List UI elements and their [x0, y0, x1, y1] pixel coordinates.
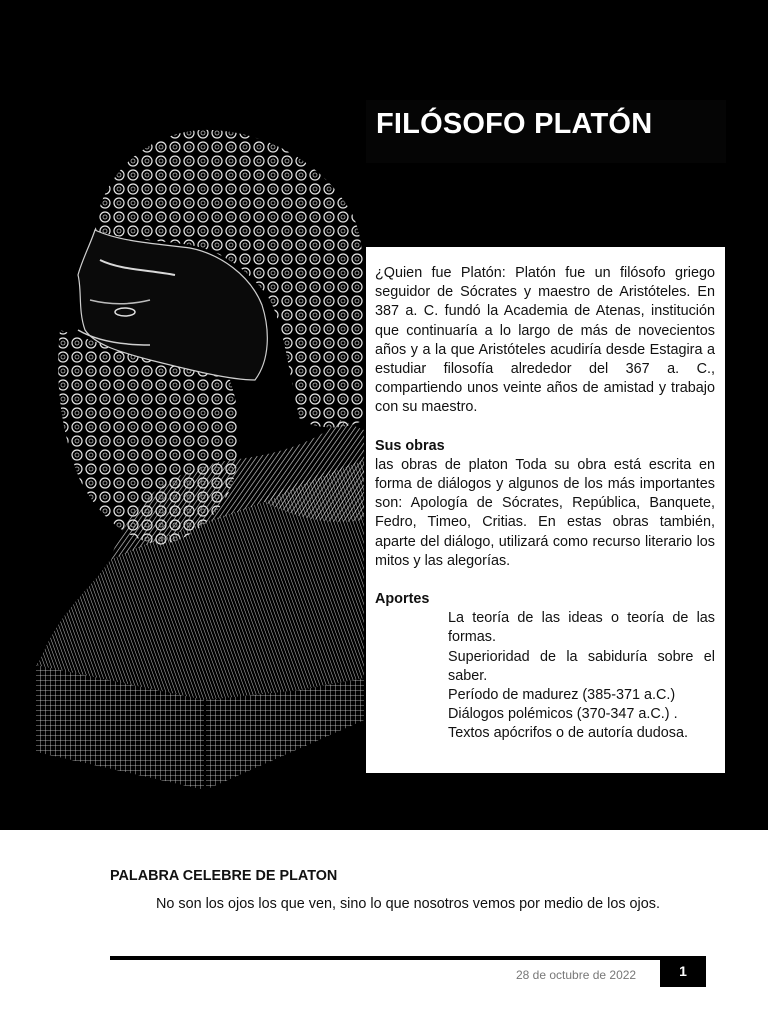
intro-paragraph: ¿Quien fue Platón: Platón fue un filósofo griego seguidor de Sócrates y maestro de Aristóteles. En 387 a. C. fundó la Academia de Atenas, institución que continuaría a lo largo de más de novecientos años y a la que Aristóteles acudiría desde Estagira a estudiar filosofía alrededor del 367 a. C., compartiendo unos veinte años de amistad y trabajo con su maestro. — [375, 265, 715, 416]
content-text — [375, 264, 715, 744]
aportes-item: Período de madurez (385-371 a.C.) — [448, 687, 676, 704]
content-box — [366, 247, 725, 773]
footer-divider — [110, 956, 706, 960]
obras-paragraph: las obras de platon Toda su obra está escrita en forma de diálogos y algunos de los más importantes son: Apología de Sócrates, República, Banquete, Fedro, Timeo, Critias. En estas obras también, aparte del diálogo, utilizará como recurso literario los mitos y las alegorías. — [375, 456, 715, 569]
aportes-heading: Aportes — [375, 591, 430, 608]
aportes-list — [375, 609, 715, 743]
aportes-item: La teoría de las ideas o teoría de las formas. — [448, 610, 715, 646]
aportes-item: Diálogos polémicos (370-347 a.C.) . — [448, 706, 678, 723]
quote-heading: PALABRA CELEBRE DE PLATON — [110, 868, 338, 884]
page-title: FILÓSOFO PLATÓN — [376, 108, 653, 140]
aportes-item: Superioridad de la sabiduría sobre el saber. — [448, 648, 715, 684]
obras-heading: Sus obras — [375, 437, 445, 454]
title-box — [366, 100, 726, 163]
footer-date: 28 de octubre de 2022 — [516, 968, 637, 982]
page-number: 1 — [660, 958, 706, 987]
quote-text: No son los ojos los que ven, sino lo que nosotros vemos por medio de los ojos. — [156, 896, 660, 912]
aportes-item: Textos apócrifos o de autoría dudosa. — [448, 725, 688, 742]
